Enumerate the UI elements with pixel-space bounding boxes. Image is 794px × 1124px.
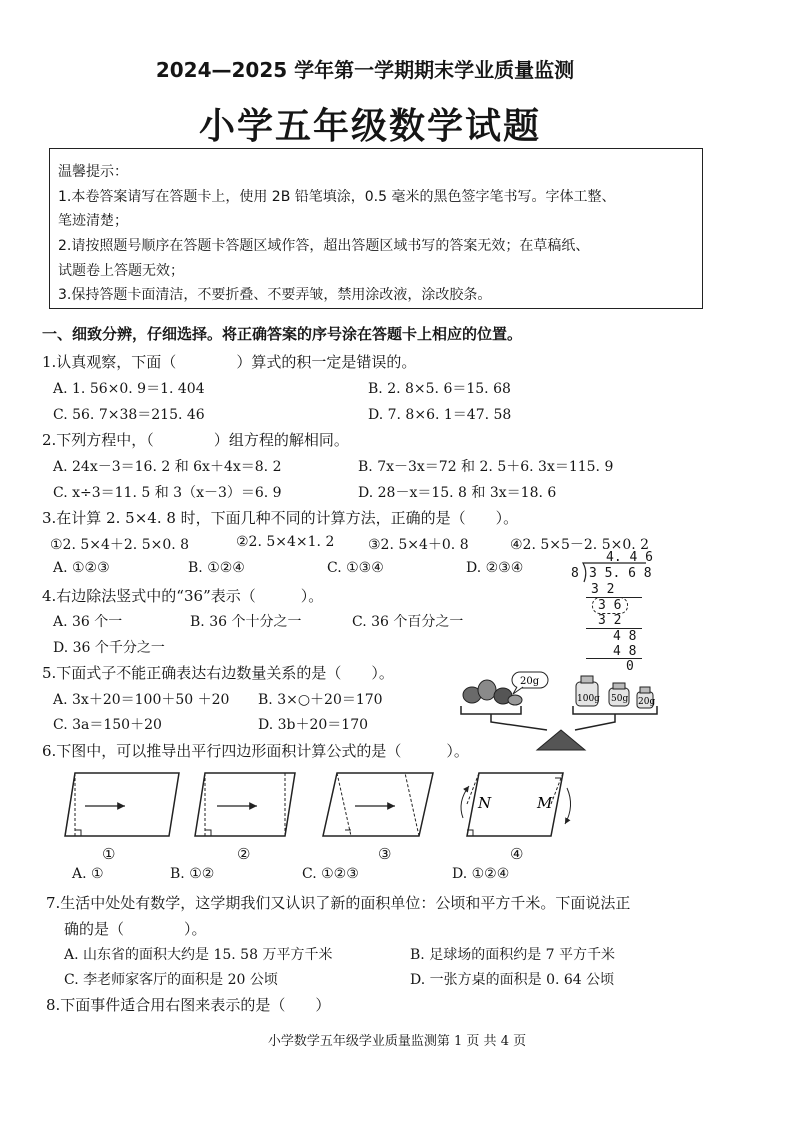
q5-stem: 5.下面式子不能正确表达右边数量关系的是（ ）。	[42, 664, 394, 682]
q3-method-2: ②2. 5×4×1. 2	[236, 534, 335, 550]
q6-option-c: C. ①②③	[302, 866, 359, 882]
weight-100g-label: 100g	[577, 694, 600, 704]
notice-line-5: 3.保持答题卡面清洁，不要折叠、不要弄皱，禁用涂改液，涂改胶条。	[58, 287, 492, 303]
q7-stem-line-1: 7.生活中处处有数学，这学期我们又认识了新的面积单位：公顷和平方千米。下面说法正	[46, 894, 631, 912]
q3-method-1: ①2. 5×4＋2. 5×0. 8	[50, 537, 190, 553]
q3-method-3: ③2. 5×4＋0. 8	[368, 537, 469, 553]
notice-line-4: 试题卷上答题无效；	[58, 263, 184, 279]
notice-box	[49, 148, 703, 309]
q7-stem-line-2: 确的是（ ）。	[64, 920, 207, 938]
q2-stem: 2.下列方程中，（ ）组方程的解相同。	[42, 431, 349, 449]
weight-50g-label: 50g	[611, 694, 629, 704]
q1-stem: 1.认真观察，下面（ ）算式的积一定是错误的。	[42, 353, 417, 371]
q3-option-b: B. ①②④	[188, 560, 245, 576]
q4-option-d: D. 36 个千分之一	[53, 640, 165, 656]
division-remainder-1: 3 6	[598, 598, 622, 613]
q3-stem: 3.在计算 2. 5×4. 8 时，下面几种不同的计算方法，正确的是（ ）。	[42, 509, 519, 527]
q6-option-b: B. ①②	[170, 866, 215, 882]
q6-option-a: A. ①	[72, 866, 104, 882]
label-n: N	[478, 794, 492, 812]
q4-option-c: C. 36 个百分之一	[352, 614, 464, 630]
q3-option-d: D. ②③④	[466, 560, 524, 576]
q5-option-a: A. 3x＋20＝100＋50 ＋20	[53, 692, 230, 708]
figure-3-label: ③	[378, 845, 392, 863]
exam-title: 小学五年级数学试题	[198, 106, 541, 147]
q7-option-b: B. 足球场的面积约是 7 平方千米	[410, 947, 615, 963]
figure-4-label: ④	[510, 845, 524, 863]
q2-option-a: A. 24x－3＝16. 2 和 6x＋4x＝8. 2	[53, 459, 282, 475]
q4-stem: 4.右边除法竖式中的“36”表示（ ）。	[42, 587, 324, 605]
page-footer: 小学数学五年级学业质量监测第 1 页 共 4 页	[267, 1034, 527, 1049]
label-m: M	[537, 794, 553, 812]
q1-option-c: C. 56. 7×38＝215. 46	[53, 407, 205, 423]
fruit-weight-tag: 20g	[520, 676, 540, 687]
division-divisor: 8	[571, 566, 579, 581]
q3-option-a: A. ①②③	[53, 560, 110, 576]
q8-stem: 8.下面事件适合用右图来表示的是（ ）	[46, 996, 331, 1014]
q1-option-a: A. 1. 56×0. 9＝1. 404	[53, 381, 205, 397]
notice-line-1: 1.本卷答案请写在答题卡上，使用 2B 铅笔填涂，0.5 毫米的黑色签字笔书写。字体工整、	[58, 189, 616, 205]
section-1-title: 一、细致分辨，仔细选择。将正确答案的序号涂在答题卡上相应的位置。	[42, 325, 523, 343]
division-dividend: 3 5. 6 8	[589, 566, 652, 581]
q5-option-d: D. 3b＋20＝170	[258, 717, 369, 733]
q3-method-4: ④2. 5×5－2. 5×0. 2	[510, 537, 650, 553]
q2-option-d: D. 28－x＝15. 8 和 3x＝18. 6	[358, 485, 557, 501]
figure-1-label: ①	[102, 845, 116, 863]
weight-20g-label: 20g	[638, 697, 656, 707]
division-step-1: 3 2	[591, 582, 615, 597]
balance-scale-figure	[455, 668, 670, 768]
q2-option-c: C. x÷3＝11. 5 和 3（x－3）＝6. 9	[53, 485, 282, 501]
notice-line-3: 2.请按照题号顺序在答题卡答题区域作答，超出答题区域书写的答案无效；在草稿纸、	[58, 238, 590, 254]
q7-option-d: D. 一张方桌的面积是 0. 64 公顷	[410, 972, 615, 988]
division-step-2: 3 2	[598, 613, 622, 628]
q6-stem: 6.下图中，可以推导出平行四边形面积计算公式的是（ ）。	[42, 742, 469, 760]
figure-2-parallelogram	[195, 773, 295, 836]
q1-option-d: D. 7. 8×6. 1＝47. 58	[368, 407, 512, 423]
division-quotient: 4. 4 6	[606, 550, 653, 565]
q2-option-b: B. 7x－3x＝72 和 2. 5＋6. 3x＝115. 9	[358, 459, 614, 475]
q4-option-b: B. 36 个十分之一	[190, 614, 302, 630]
division-remainder-3: 0	[626, 659, 634, 674]
figure-2-label: ②	[237, 845, 251, 863]
parallelogram-figures	[55, 768, 585, 843]
division-step-3: 4 8	[613, 644, 637, 659]
exam-subtitle: 2024—2025 学年第一学期期末学业质量监测	[155, 58, 575, 82]
figure-1-parallelogram	[65, 773, 179, 836]
q7-option-a: A. 山东省的面积大约是 15. 58 万平方千米	[64, 947, 333, 963]
q6-option-d: D. ①②④	[452, 866, 510, 882]
q1-option-b: B. 2. 8×5. 6＝15. 68	[368, 381, 511, 397]
notice-heading: 温馨提示：	[58, 164, 128, 180]
q5-option-c: C. 3a＝150＋20	[53, 717, 162, 733]
q5-option-b: B. 3×○＋20＝170	[258, 692, 383, 708]
q3-option-c: C. ①③④	[327, 560, 384, 576]
figure-4-parallelogram	[461, 773, 571, 836]
q7-option-c: C. 李老师家客厅的面积是 20 公顷	[64, 972, 278, 988]
division-remainder-2: 4 8	[613, 629, 637, 644]
figure-3-parallelogram	[323, 773, 433, 836]
notice-line-2: 笔迹清楚；	[58, 213, 128, 229]
q4-option-a: A. 36 个一	[53, 614, 123, 630]
